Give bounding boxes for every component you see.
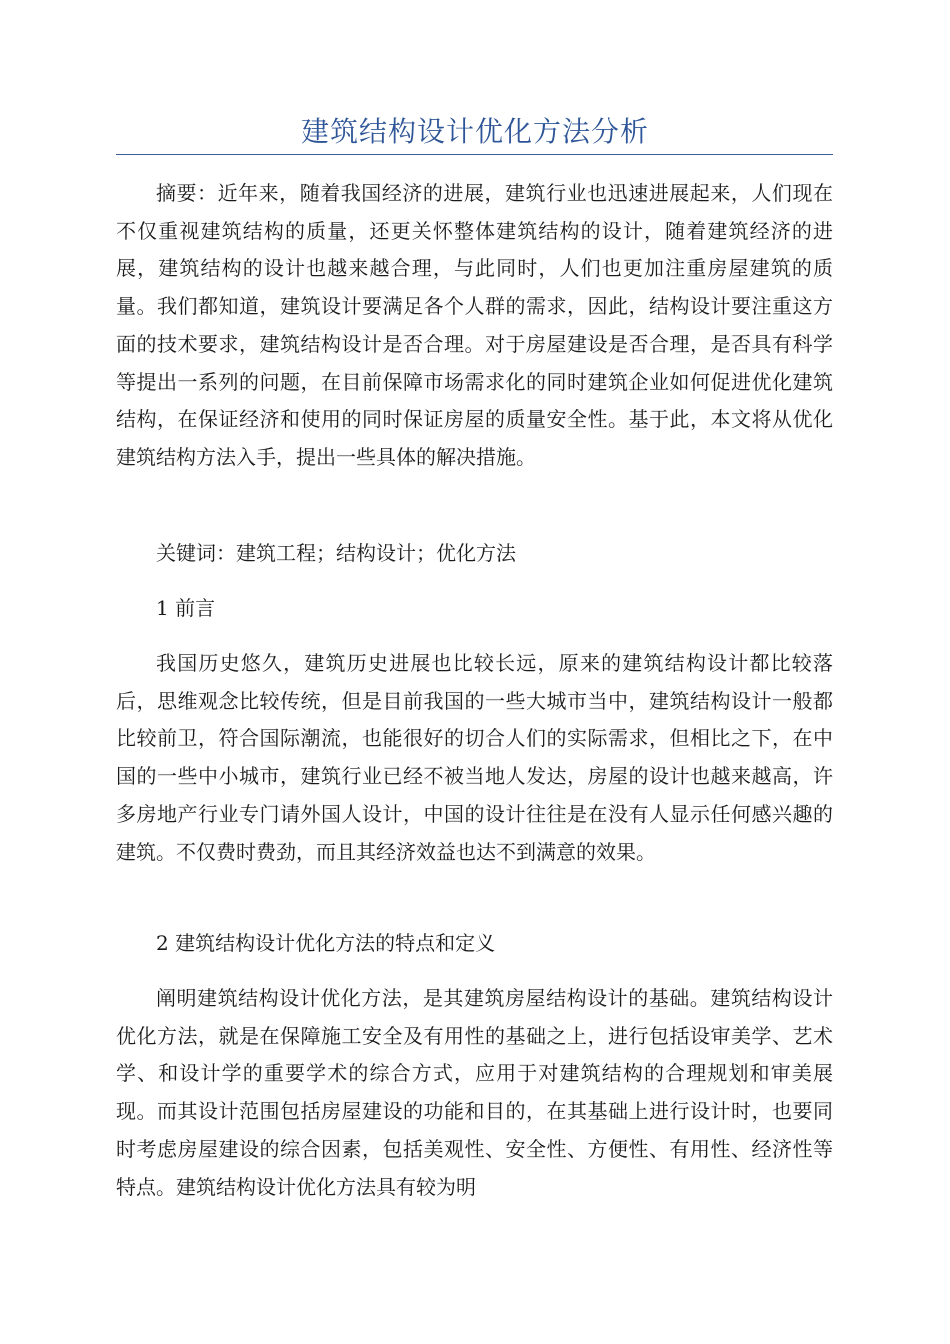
title-underline — [116, 154, 833, 155]
abstract-paragraph: 摘要：近年来，随着我国经济的进展，建筑行业也迅速进展起来，人们现在不仅重视建筑结构的质量，还更关怀整体建筑结构的设计，随着建筑经济的进展，建筑结构的设计也越来越合理，与此同时，人们也更加注重房屋建筑的质量。我们都知道，建筑设计要满足各个人群的需求，因此，结构设计要注重这方面的技术要求，建筑结构设计是否合理。对于房屋建设是否合理，是否具有科学等提出一系列的问题，在目前保障市场需求化的同时建筑企业如何促进优化建筑结构，在保证经济和使用的同时保证房屋的质量安全性。基于此，本文将从优化建筑结构方法入手，提出一些具体的解决措施。 — [116, 181, 833, 469]
section-heading-1: 1 前言 — [156, 596, 216, 620]
section-2-paragraph: 阐明建筑结构设计优化方法，是其建筑房屋结构设计的基础。建筑结构设计优化方法，就是在保障施工安全及有用性的基础之上，进行包括设审美学、艺术学、和设计学的重要学术的综合方式，应用于对建筑结构的合理规划和审美展现。而其设计范围包括房屋建设的功能和目的，在其基础上进行设计时，也要同时考虑房屋建设的综合因素，包括美观性、安全性、方便性、有用性、经济性等特点。建筑结构设计优化方法具有较为明 — [116, 986, 833, 1199]
section-heading-2: 2 建筑结构设计优化方法的特点和定义 — [156, 931, 496, 955]
document-title: 建筑结构设计优化方法分析 — [300, 115, 649, 148]
section-1-paragraph: 我国历史悠久，建筑历史进展也比较长远，原来的建筑结构设计都比较落后，思维观念比较传统，但是目前我国的一些大城市当中，建筑结构设计一般都比较前卫，符合国际潮流，也能很好的切合人们的实际需求，但相比之下，在中国的一些中小城市，建筑行业已经不被当地人发达，房屋的设计也越来越高，许多房地产行业专门请外国人设计，中国的设计往往是在没有人显示任何感兴趣的建筑。不仅费时费劲，而且其经济效益也达不到满意的效果。 — [116, 651, 833, 864]
keywords-line: 关键词：建筑工程；结构设计；优化方法 — [156, 541, 516, 565]
